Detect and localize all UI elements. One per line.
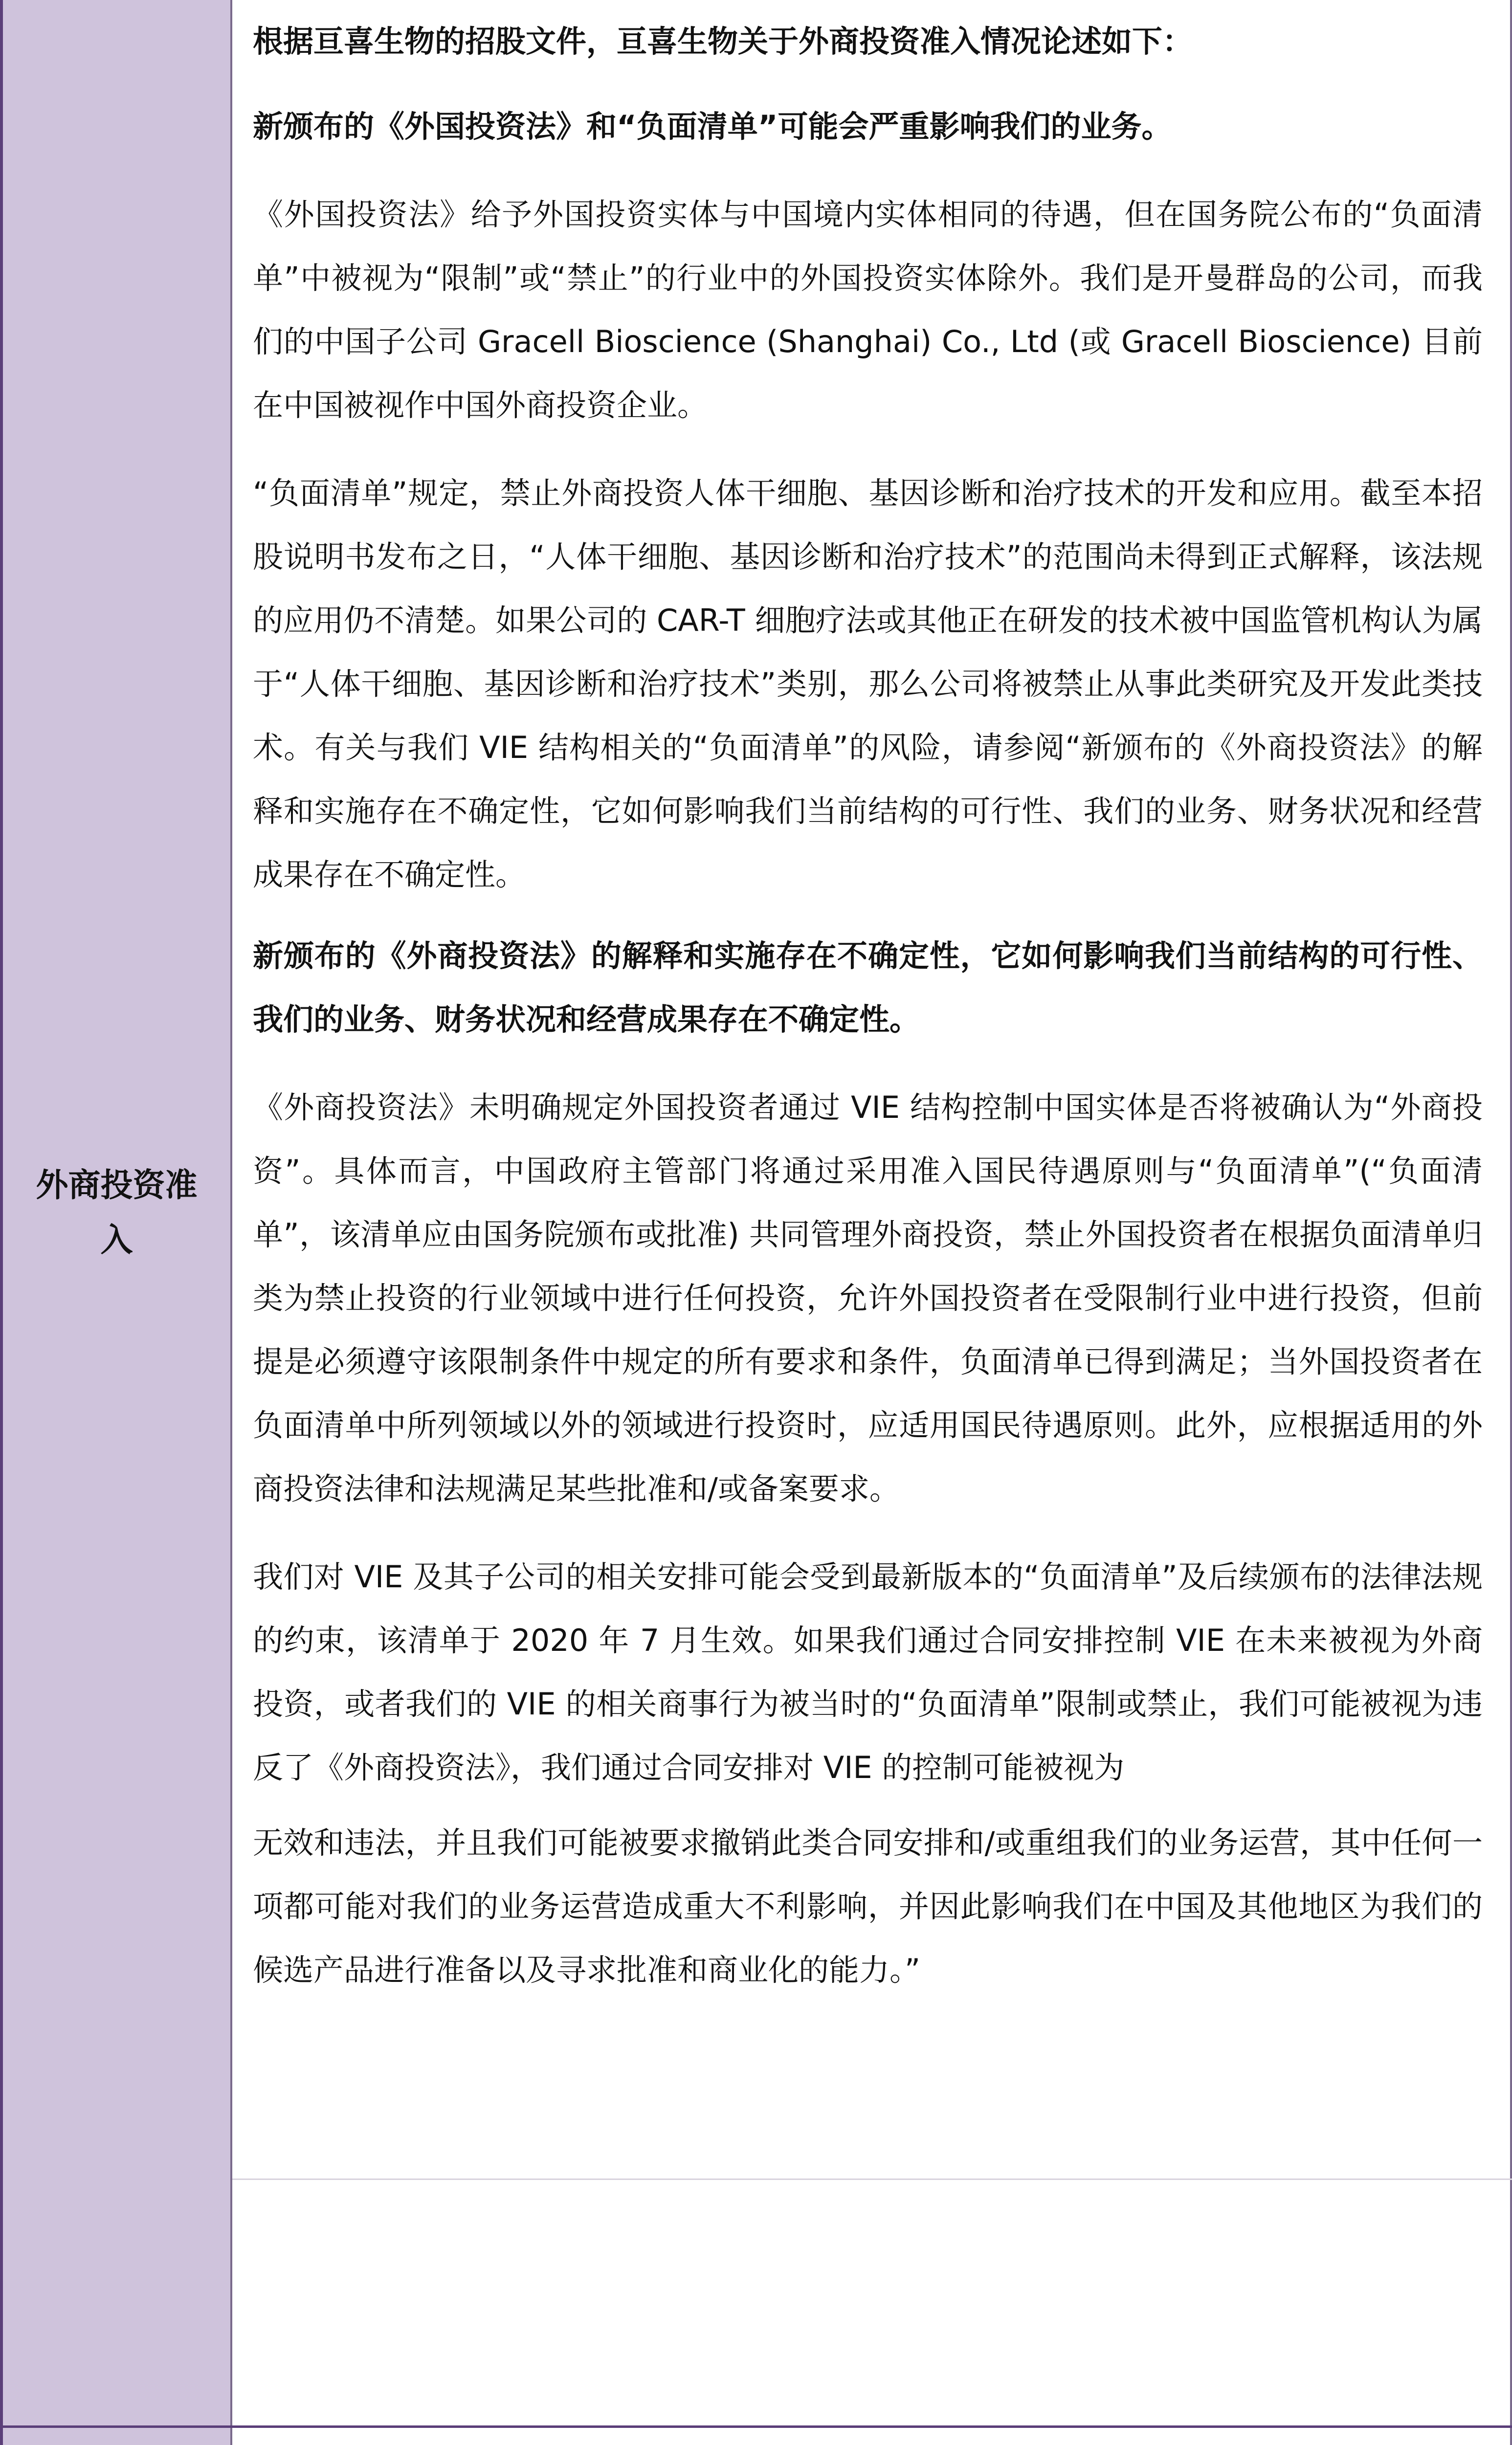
section-intro (253, 2433, 1483, 2445)
section-label-cell (0, 0, 232, 2425)
section-label-cell (0, 2428, 232, 2445)
section-intro: 根据亘喜生物的招股文件，亘喜生物关于外商投资准入情况论述如下： (253, 23, 1193, 59)
page-break-line (232, 2178, 1512, 2180)
paragraph: 无效和违法，并且我们可能被要求撤销此类合同安排和/或重组我们的业务运营，其中任何一项都可能对我们的业务运营造成重大不利影响，并因此影响我们在中国及其他地区为我们的候选产品进行准备以及寻求批准和商业化的能力。” (253, 1825, 1483, 1988)
paragraph: 我们对 VIE 及其子公司的相关安排可能会受到最新版本的“负面清单”及后续颁布的法律法规的约束，该清单于 2020 年 7 月生效。如果我们通过合同安排控制 VIE 在未来被视为外商投资，或者我们的 VIE 的相关商事行为被当时的“负面清单”限制或禁止，我们可能被视为违反了《外商投资法》，我们通过合同安排对 VIE 的控制可能被视为 (253, 1559, 1483, 1785)
paragraph: 《外商投资法》未明确规定外国投资者通过 VIE 结构控制中国实体是否将被确认为“外商投资”。具体而言，中国政府主管部门将通过采用准入国民待遇原则与“负面清单”(“负面清单”，该清单应由国务院颁布或批准) 共同管理外商投资，禁止外国投资者在根据负面清单归类为禁止投资的行业领域中进行任何投资，允许外国投资者在受限制行业中进行投资，但前提是必须遵守该限制条件中规定的所有要求和条件，负面清单已得到满足；当外国投资者在负面清单中所列领域以外的领域进行投资时，应适用国民待遇原则。此外，应根据适用的外商投资法律和法规满足某些批准和/或备案要求。 (253, 1089, 1483, 1507)
paragraph: “负面清单”规定，禁止外商投资人体干细胞、基因诊断和治疗技术的开发和应用。截至本招股说明书发布之日，“人体干细胞、基因诊断和治疗技术”的范围尚未得到正式解释，该法规的应用仍不清楚。如果公司的 CAR-T 细胞疗法或其他正在研发的技术被中国监管机构认为属于“人体干细胞、基因诊断和治疗技术”类别，那么公司将被禁止从事此类研究及开发此类技术。有关与我们 VIE 结构相关的“负面清单”的风险，请参阅“新颁布的《外商投资法》的解释和实施存在不确定性，它如何影响我们当前结构的可行性、我们的业务、财务状况和经营成果存在不确定性。 (253, 475, 1483, 892)
section-human-genetic-resources (0, 2428, 1512, 2445)
paragraph: 《外国投资法》给予外国投资实体与中国境内实体相同的待遇，但在国务院公布的“负面清单”中被视为“限制”或“禁止”的行业中的外国投资实体除外。我们是开曼群岛的公司，而我们的中国子公司 Gracell Bioscience (Shanghai) Co., Ltd (或 Gracell Bioscience) 目前在中国被视作中国外商投资企业。 (253, 197, 1483, 423)
section-heading: 新颁布的《外商投资法》的解释和实施存在不确定性，它如何影响我们当前结构的可行性、我们的业务、财务状况和经营成果存在不确定性。 (253, 938, 1483, 1037)
section-content (232, 0, 1512, 2425)
section-content (232, 2428, 1512, 2445)
section-heading: 新颁布的《外国投资法》和“负面清单”可能会严重影响我们的业务。 (253, 109, 1172, 144)
section-label: 外商投资准入 (36, 1166, 198, 1259)
